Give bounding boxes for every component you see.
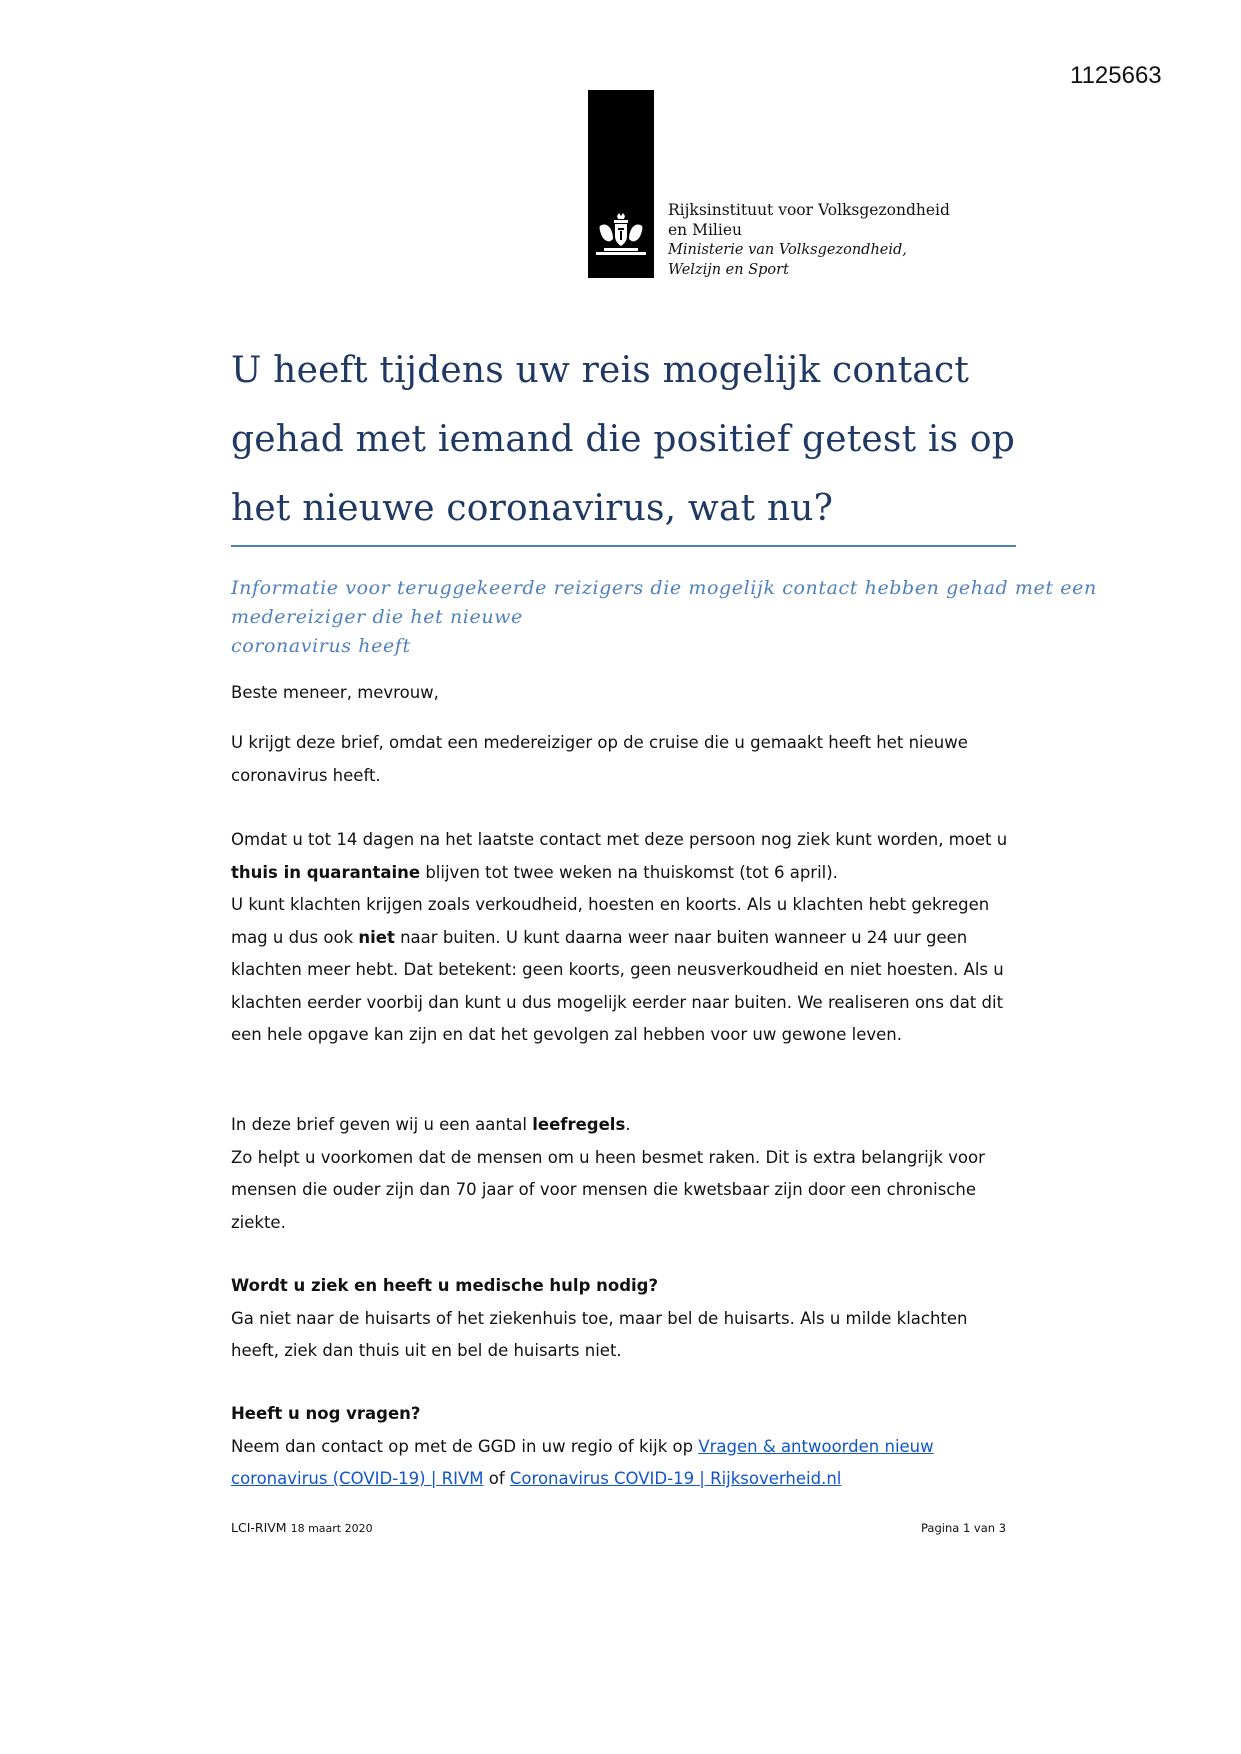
organisation-name (668, 200, 950, 280)
leefregels-emphasis: leefregels (532, 1115, 626, 1134)
subtitle-line-3: coronavirus heeft (231, 635, 411, 657)
questions-text-b: of (483, 1469, 510, 1488)
subtitle-line-1: Informatie voor teruggekeerde reizigers die mogelijk contact hebben gehad met een (231, 577, 1097, 599)
footer-date: 18 maart 2020 (290, 1522, 373, 1535)
greeting (231, 677, 1031, 710)
royal-coat-of-arms-icon (590, 212, 652, 262)
rijksoverheid-link[interactable]: Coronavirus COVID-19 | Rijksoverheid.nl (509, 1469, 842, 1488)
paragraph-quarantine (231, 824, 1031, 1052)
section-questions-text (231, 1431, 991, 1496)
paragraph-intro-text: U krijgt deze brief, omdat een medereiziger op de cruise die u gemaakt heeft het nieuwe coronavirus heeft. (231, 733, 968, 785)
footer-source-label: LCI-RIVM (231, 1520, 287, 1535)
title-divider (231, 545, 1016, 547)
paragraph-leefregels-text (231, 1109, 1026, 1239)
leefregels-text-a: In deze brief geven wij u een aantal (231, 1115, 533, 1134)
org-ministry-line-2: Welzijn en Sport (668, 262, 789, 278)
niet-emphasis: niet (358, 927, 395, 947)
questions-text-a: Neem dan contact op met de GGD in uw regio of kijk op (231, 1436, 699, 1456)
section-medical-help-heading: Wordt u ziek en heeft u medische hulp nodig? (231, 1276, 659, 1295)
paragraph-leefregels (231, 1109, 1026, 1239)
footer-source (231, 1520, 373, 1535)
org-line-2: en Milieu (668, 221, 742, 239)
page-number: Pagina 1 van 3 (921, 1521, 1007, 1535)
paragraph-intro (231, 727, 981, 792)
org-ministry-line-1: Ministerie van Volksgezondheid, (668, 242, 907, 258)
document-title: U heeft tijdens uw reis mogelijk contact gehad met iemand die positief getest is op het nieuwe coronavirus, wat nu? (231, 350, 1016, 529)
subtitle-line-2: medereiziger die het nieuwe (231, 606, 523, 628)
rivm-faq-link[interactable]: Vragen & antwoorden nieuw coronavirus (COVID-19) | RIVM (231, 1436, 934, 1488)
section-medical-help (231, 1270, 981, 1368)
leefregels-text-d: Zo helpt u voorkomen dat de mensen om u heen besmet raken. Dit is extra belangrijk voor mensen die ouder zijn dan 70 jaar of voor mensen die kwetsbaar zijn door een chronische ziekte. (231, 1147, 985, 1232)
document-subtitle (231, 574, 1111, 661)
paragraph-quarantine-text (231, 824, 1031, 1052)
quarantine-text-d: U kunt klachten krijgen zoals verkoudheid, hoesten en koorts. Als u klachten hebt gekregen mag u dus ook (231, 895, 990, 947)
section-questions (231, 1398, 991, 1496)
quarantine-text-a: Omdat u tot 14 dagen na het laatste contact met deze persoon nog ziek kunt worden, moet u (231, 830, 1008, 849)
quarantine-text-f: naar buiten. U kunt daarna weer naar buiten wanneer u 24 uur geen klachten meer hebt. Dat betekent: geen koorts, geen neusverkoudheid en niet hoesten. Als u klachten eerder voorbij dan kunt u dus mogelijk eerder naar buiten. We realiseren ons dat dit een hele opgave kan zijn en dat het gevolgen zal hebben voor uw gewone leven. (231, 927, 1004, 1044)
section-questions-heading: Heeft u nog vragen? (231, 1404, 421, 1423)
greeting-text: Beste meneer, mevrouw, (231, 683, 439, 702)
quarantine-text-c: blijven tot twee weken na thuiskomst (tot 6 april). (420, 862, 838, 882)
org-line-1: Rijksinstituut voor Volksgezondheid (668, 201, 950, 219)
quarantine-emphasis: thuis in quarantaine (231, 862, 421, 882)
section-medical-help-text: Ga niet naar de huisarts of het ziekenhuis toe, maar bel de huisarts. Als u milde klachten heeft, ziek dan thuis uit en bel de huisarts niet. (231, 1308, 968, 1360)
leefregels-text-c: . (625, 1115, 631, 1134)
document-number: 1125663 (1070, 62, 1162, 89)
